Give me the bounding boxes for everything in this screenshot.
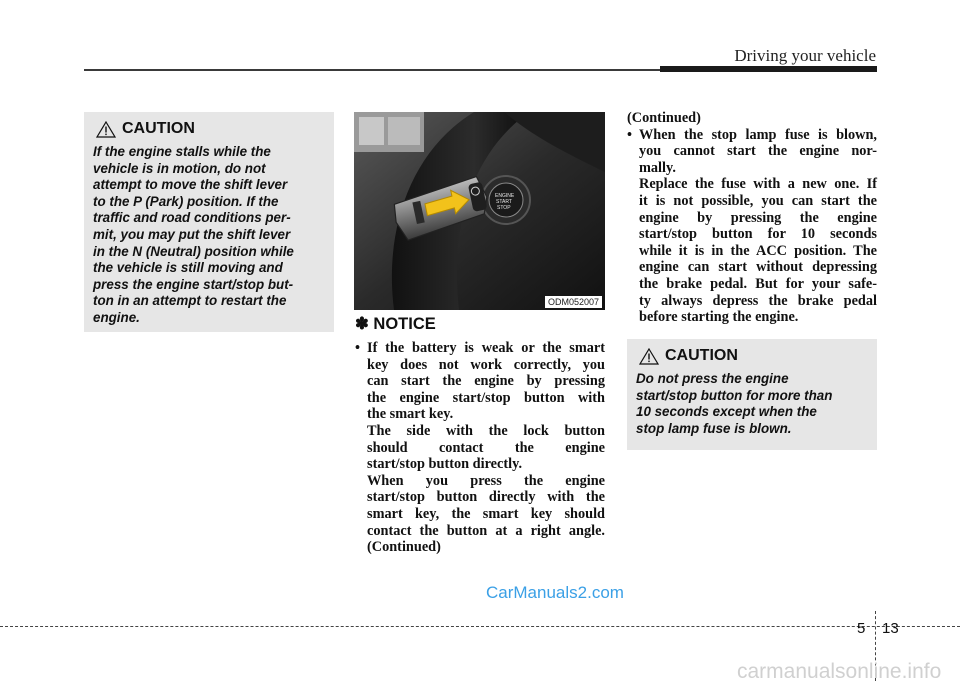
notice-line: start/stop button directly. (367, 456, 523, 473)
notice-body (355, 340, 605, 556)
right-line: before starting the engine. (639, 309, 799, 326)
notice-line: When you press the engine (367, 472, 605, 489)
notice-line: the engine start/stop button with (367, 389, 605, 406)
notice-line: key does not work correctly, you (367, 356, 605, 373)
svg-text:STOP: STOP (497, 205, 511, 211)
watermark-text: carmanualsonline.info (737, 660, 942, 683)
right-line: ty always depress the brake pedal (639, 292, 877, 309)
notice-line: can start the engine by pressing (367, 373, 605, 390)
caution-line: If the engine stalls while the (93, 144, 271, 159)
caution-box-right (627, 339, 877, 450)
caution-text (636, 371, 868, 437)
continued-label: (Continued) (367, 539, 441, 556)
caution-line: ton in an attempt to restart the (93, 293, 287, 309)
caution-box-left (84, 112, 334, 332)
caution-line: press the engine start/stop but- (93, 276, 294, 292)
notice-line: contact the button at a right angle. (367, 522, 605, 539)
smart-key-photo (354, 112, 605, 310)
caution-line: Do not press the engine (636, 371, 789, 386)
notice-heading (355, 314, 436, 334)
caution-line: the vehicle is still moving and (93, 260, 283, 276)
notice-symbol: ✽ (355, 315, 369, 333)
caution-line: mit, you may put the shift lever (93, 226, 291, 242)
right-line: while it is in the ACC position. The (639, 242, 877, 259)
caution-line: 10 seconds except when the (636, 404, 817, 420)
header-rule (84, 69, 660, 71)
header-rule-accent (660, 66, 877, 72)
caution-title: CAUTION (122, 120, 195, 137)
notice-line: should contact the engine (367, 439, 605, 456)
continued-label: (Continued) (627, 110, 701, 126)
caution-line: engine. (93, 309, 140, 325)
caution-title: CAUTION (665, 347, 738, 364)
notice-line: smart key, the smart key should (367, 505, 605, 522)
page-number: 13 (882, 620, 899, 637)
warning-triangle-icon (96, 121, 116, 138)
right-line: When the stop lamp fuse is blown, (639, 126, 877, 143)
caution-line: to the P (Park) position. If the (93, 193, 279, 209)
notice-line: start/stop button directly with the (367, 489, 605, 506)
chapter-number: 5 (857, 620, 866, 637)
right-line: Replace the fuse with a new one. If (639, 176, 877, 193)
right-line: start/stop button for 10 seconds (639, 226, 877, 243)
svg-text:START: START (496, 199, 512, 205)
svg-text:ENGINE: ENGINE (495, 193, 515, 199)
notice-title: NOTICE (373, 315, 436, 333)
caution-line: stop lamp fuse is blown. (636, 420, 792, 436)
bullet-dot: • (627, 126, 633, 143)
caution-line: in the N (Neutral) position while (93, 243, 294, 259)
right-line: engine by pressing the engine (639, 209, 877, 226)
right-bullet (627, 127, 877, 326)
caution-line: vehicle is in motion, do not (93, 160, 266, 176)
right-line: mally. (639, 159, 676, 176)
caution-heading (96, 120, 325, 138)
watermark-link[interactable]: CarManuals2.com (486, 583, 624, 602)
bullet-dot: • (355, 340, 361, 356)
notice-line: The side with the lock button (367, 422, 605, 439)
smart-key-illustration (354, 112, 605, 310)
footer-rule (0, 626, 960, 627)
right-column-text (627, 110, 877, 326)
warning-triangle-icon (639, 348, 659, 365)
figure-code: ODM052007 (545, 296, 602, 308)
section-title: Driving your vehicle (734, 46, 876, 65)
caution-text (93, 144, 325, 327)
caution-heading (639, 347, 868, 365)
notice-bullet (355, 340, 605, 556)
notice-line: the smart key. (367, 406, 454, 423)
right-line: it is not possible, you can start the (639, 192, 877, 209)
right-line: engine can start without depressing (639, 259, 877, 276)
caution-line: start/stop button for more than (636, 387, 833, 403)
right-line: you cannot start the engine nor- (639, 143, 877, 160)
notice-line: If the battery is weak or the smart (367, 340, 605, 356)
caution-line: attempt to move the shift lever (93, 177, 288, 193)
right-line: the brake pedal. But for your safe- (639, 275, 877, 292)
caution-line: traffic and road conditions per- (93, 210, 291, 226)
